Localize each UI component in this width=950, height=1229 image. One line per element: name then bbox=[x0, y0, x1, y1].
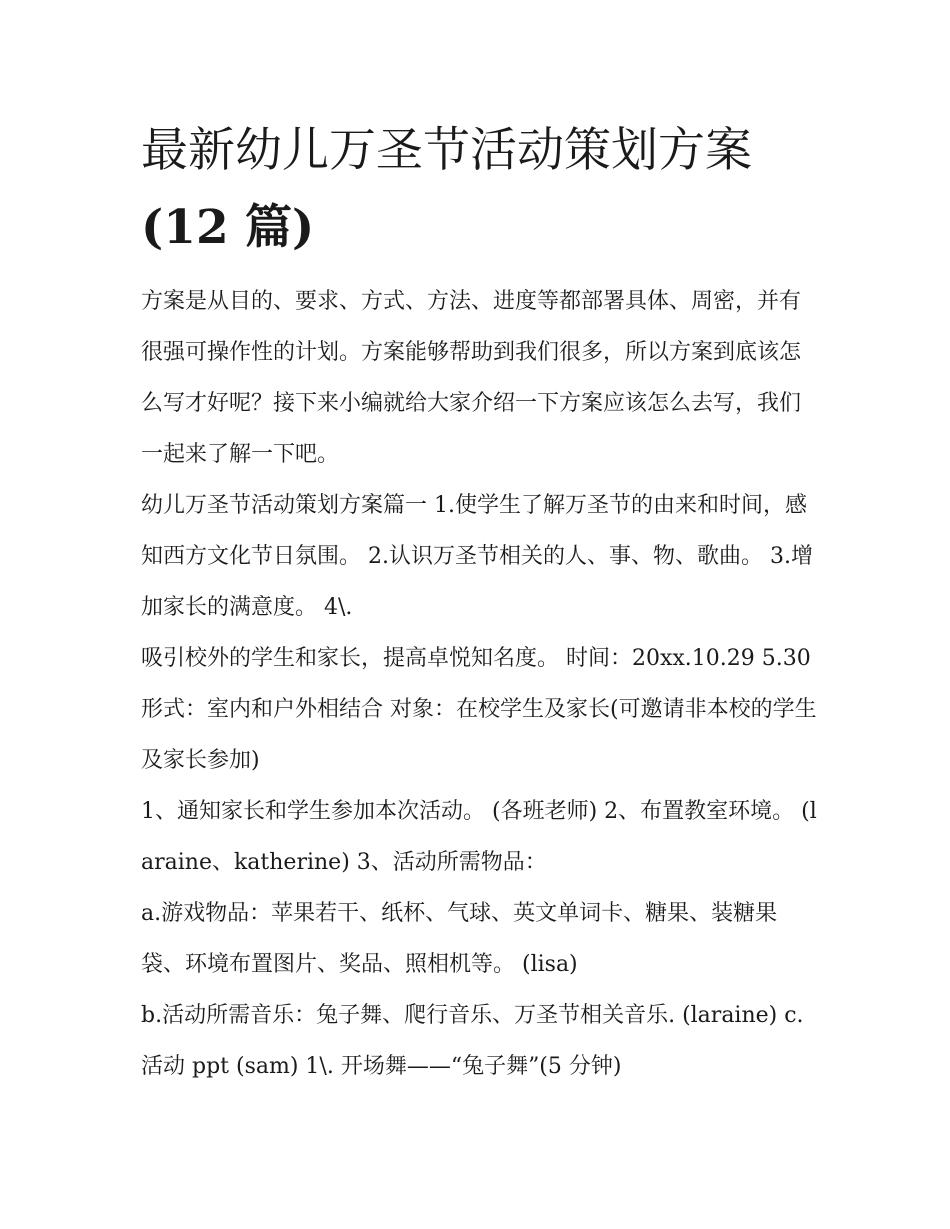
document-title bbox=[141, 112, 821, 266]
document-content bbox=[141, 112, 821, 1092]
paragraph-goals: 幼儿万圣节活动策划方案篇一 1.使学生了解万圣节的由来和时间，感知西方文化节日氛围。 2.认识万圣节相关的人、事、物、歌曲。 3.增加家长的满意度。 4\. bbox=[141, 493, 813, 620]
document-body bbox=[141, 276, 821, 1092]
paragraph-game-items: a.游戏物品：苹果若干、纸杯、气球、英文单词卡、糖果、装糖果袋、环境布置图片、奖品、照相机等。 (lisa) bbox=[141, 901, 778, 977]
title-line-2: (12 篇) bbox=[141, 200, 315, 255]
title-line-1: 最新幼儿万圣节活动策划方案 bbox=[141, 123, 752, 178]
paragraph-schedule: 吸引校外的学生和家长，提高卓悦知名度。 时间：20xx.10.29 5.30 形式：室内和户外相结合 对象：在校学生及家长(可邀请非本校的学生及家长参加) bbox=[141, 646, 817, 773]
paragraph-intro: 方案是从目的、要求、方式、方法、进度等都部署具体、周密，并有很强可操作性的计划。方案能够帮助到我们很多，所以方案到底该怎么写才好呢？接下来小编就给大家介绍一下方案应该怎么去写，我们一起来了解一下吧。 bbox=[141, 289, 802, 467]
paragraph-preparation: 1、通知家长和学生参加本次活动。 (各班老师) 2、布置教室环境。 (laraine、katherine) 3、活动所需物品： bbox=[141, 799, 817, 875]
paragraph-music: b.活动所需音乐：兔子舞、爬行音乐、万圣节相关音乐. (laraine) c.活动 ppt (sam) 1\. 开场舞——“兔子舞”(5 分钟) bbox=[141, 1003, 804, 1079]
